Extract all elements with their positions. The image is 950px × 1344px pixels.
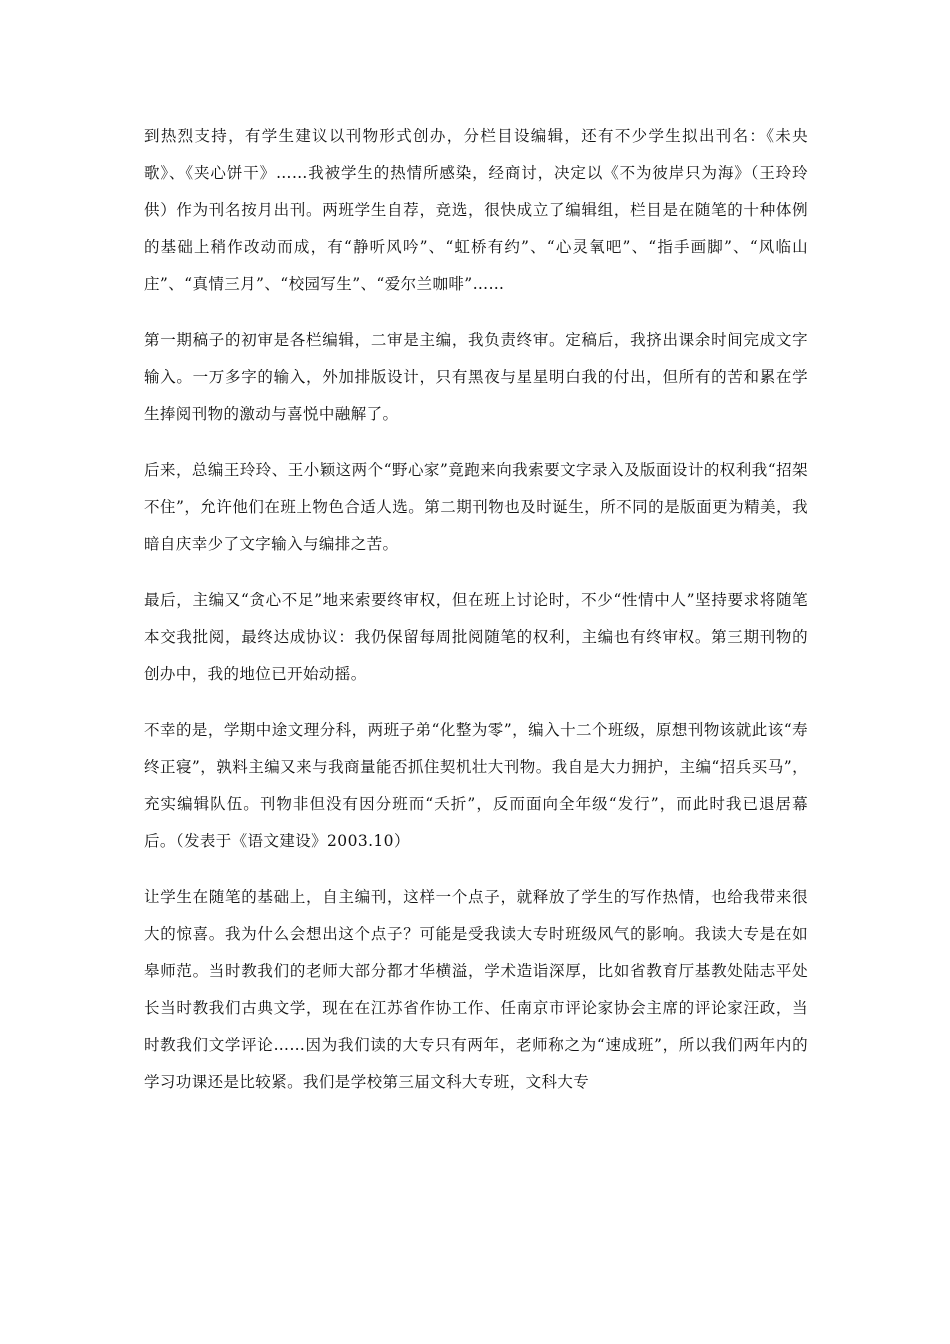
document-body — [144, 118, 808, 1120]
paragraph-4: 最后，主编又“贪心不足”地来索要终审权，但在班上讨论时，不少“性情中人”坚持要求将随笔本交我批阅，最终达成协议：我仍保留每周批阅随笔的权利，主编也有终审权。第三期刊物的创办中，我的地位已开始动摇。 — [144, 591, 808, 683]
paragraph-3: 后来，总编王玲玲、王小颖这两个“野心家”竟跑来向我索要文字录入及版面设计的权利我“招架不住”，允许他们在班上物色合适人选。第二期刊物也及时诞生，所不同的是版面更为精美，我暗自庆幸少了文字输入与编排之苦。 — [144, 461, 808, 553]
paragraph-2: 第一期稿子的初审是各栏编辑，二审是主编，我负责终审。定稿后，我挤出课余时间完成文字输入。一万多字的输入，外加排版设计，只有黑夜与星星明白我的付出，但所有的苦和累在学生捧阅刊物的激动与喜悦中融解了。 — [144, 331, 808, 423]
paragraph-1: 到热烈支持，有学生建议以刊物形式创办，分栏目设编辑，还有不少学生拟出刊名：《未央歌》、《夹心饼干》……我被学生的热情所感染，经商讨，决定以《不为彼岸只为海》（王玲玲供）作为刊名按月出刊。两班学生自荐，竞选，很快成立了编辑组，栏目是在随笔的十种体例的基础上稍作改动而成，有“静听风吟”、“虹桥有约”、“心灵氧吧”、“指手画脚”、“风临山庄”、“真情三月”、“校园写生”、“爱尔兰咖啡”…… — [144, 127, 808, 293]
paragraph-6: 让学生在随笔的基础上，自主编刊，这样一个点子，就释放了学生的写作热情，也给我带来很大的惊喜。我为什么会想出这个点子？可能是受我读大专时班级风气的影响。我读大专是在如皋师范。当时教我们的老师大部分都才华横溢，学术造诣深厚，比如省教育厅基教处陆志平处长当时教我们古典文学，现在在江苏省作协工作、任南京市评论家协会主席的评论家汪政，当时教我们文学评论……因为我们读的大专只有两年，老师称之为“速成班”，所以我们两年内的学习功课还是比较紧。我们是学校第三届文科大专班，文科大专 — [144, 888, 808, 1091]
paragraph-5: 不幸的是，学期中途文理分科，两班子弟“化整为零”，编入十二个班级，原想刊物该就此该“寿终正寝”，孰料主编又来与我商量能否抓住契机壮大刊物。我自是大力拥护，主编“招兵买马”，充实编辑队伍。刊物非但没有因分班而“夭折”，反而面向全年级“发行”，而此时我已退居幕后。（发表于《语文建设》2003.10） — [144, 721, 808, 850]
